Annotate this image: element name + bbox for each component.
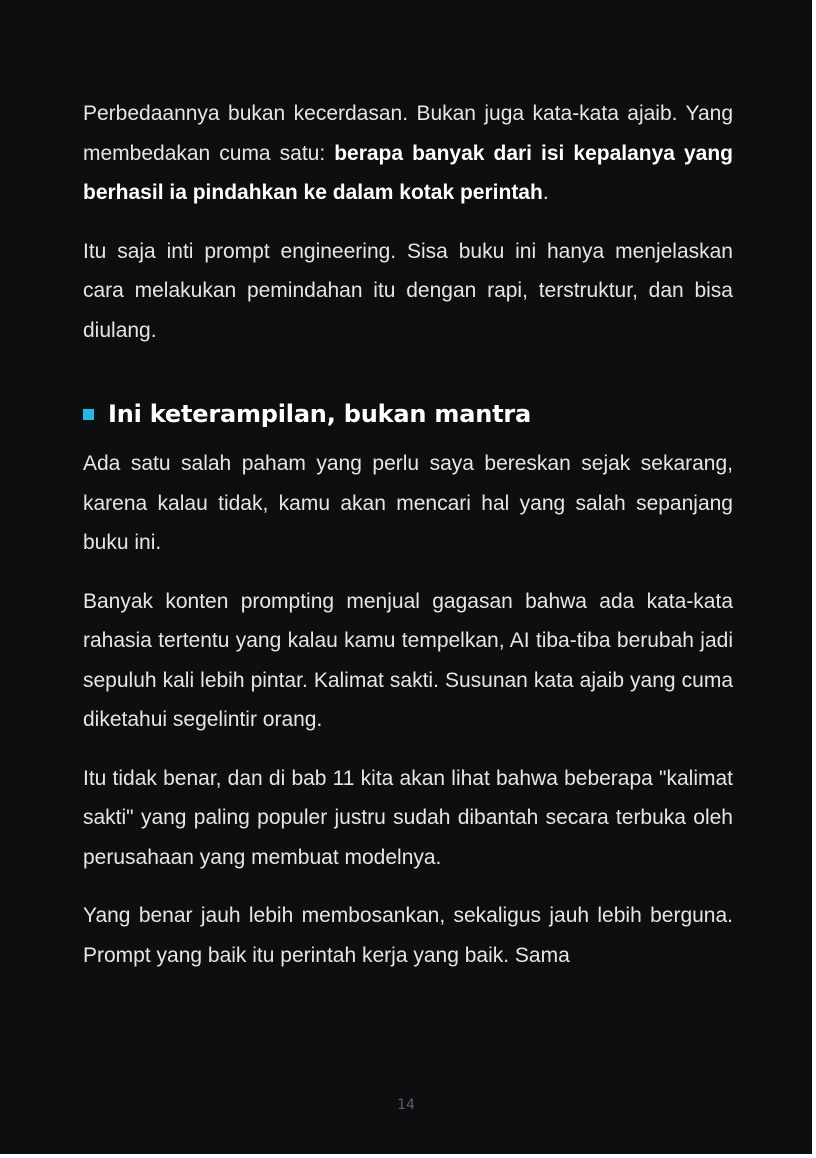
bold-emphasis: berapa banyak dari isi kepalanya yang berhasil ia pindahkan ke dalam kotak perintah	[83, 141, 734, 204]
paragraph-core-idea: Itu saja inti prompt engineering. Sisa buku ini hanya menjelaskan cara melakukan pemindahan itu dengan rapi, terstruktur, dan bisa diulang.	[83, 239, 733, 342]
paragraph-not-true: Itu tidak benar, dan di bab 11 kita akan lihat bahwa beberapa "kalimat sakti" yang paling populer justru sudah dibantah secara terbuka oleh perusahaan yang membuat modelnya.	[83, 766, 733, 869]
paragraph-text: Perbedaannya bukan kecerdasan. Bukan juga kata-kata ajaib. Yang membedakan cuma satu:	[83, 102, 733, 165]
paragraph-boring-truth: Yang benar jauh lebih membosankan, sekaligus jauh lebih berguna. Prompt yang baik itu perintah kerja yang baik. Sama	[83, 904, 733, 967]
square-bullet-icon	[83, 409, 94, 420]
section-title: Ini keterampilan, bukan mantra	[108, 400, 532, 428]
paragraph-text-end: .	[542, 181, 549, 204]
paragraph-misunderstanding: Ada satu salah paham yang perlu saya bereskan sejak sekarang, karena kalau tidak, kamu akan mencari hal yang salah sepanjang buku ini.	[83, 452, 733, 554]
page-content	[83, 94, 733, 975]
paragraph-difference	[83, 94, 733, 213]
section-heading	[83, 394, 733, 434]
paragraph-secret-words: Banyak konten prompting menjual gagasan bahwa ada kata-kata rahasia tertentu yang kalau kamu tempelkan, AI tiba-tiba berubah jadi sepuluh kali lebih pintar. Kalimat sakti. Susunan kata ajaib yang cuma diketahui segelintir orang.	[83, 589, 733, 731]
page-number: 14	[397, 1097, 415, 1113]
